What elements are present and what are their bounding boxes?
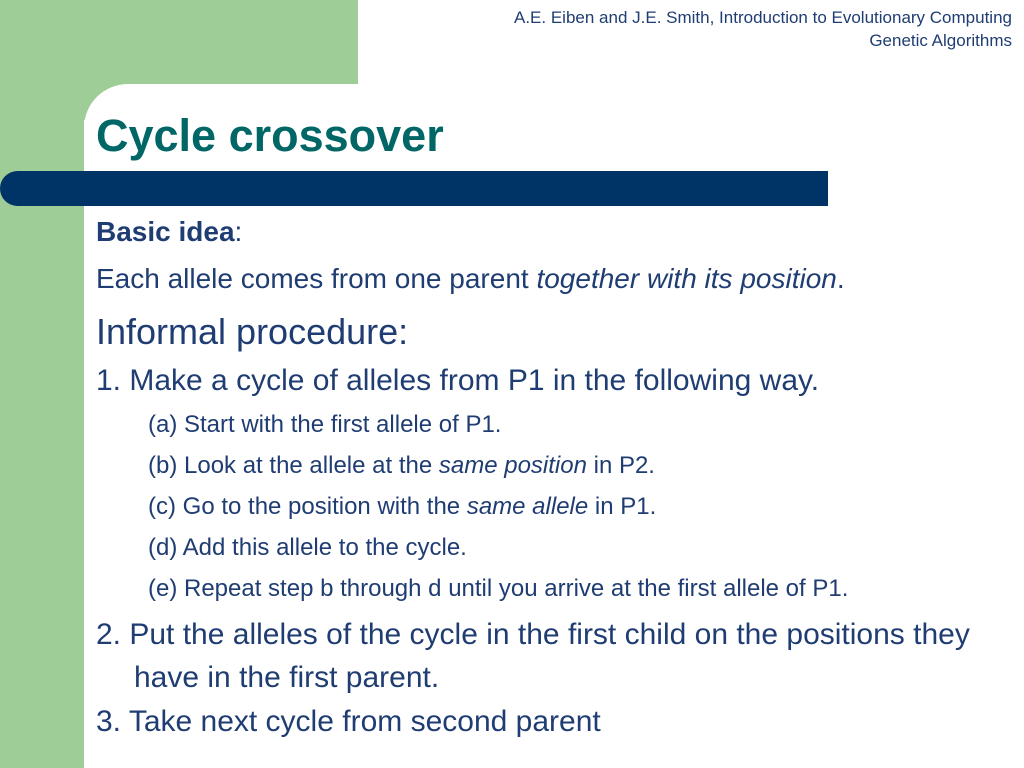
substep-d: (d) Add this allele to the cycle. [148, 534, 467, 561]
substep-b-emphasis: same position [438, 452, 587, 479]
informal-procedure-heading: Informal procedure: [96, 311, 409, 352]
basic-idea-heading [96, 210, 1020, 254]
basic-idea-text-start: Each allele comes from one parent [96, 263, 537, 294]
step-3: 3. Take next cycle from second parent [96, 705, 601, 738]
basic-idea-text-emphasis: together with its position [536, 263, 837, 294]
substep-b-start: (b) Look at the allele at the [148, 452, 439, 479]
header-book-title: A.E. Eiben and J.E. Smith, Introduction to Evolutionary Computing [514, 8, 1012, 27]
header-note [514, 6, 1012, 52]
substep-e: (e) Repeat step b through d until you arrive at the first allele of P1. [148, 575, 849, 602]
slide-body [96, 210, 1020, 745]
basic-idea-text [96, 254, 1020, 304]
substep-b [148, 445, 1020, 486]
step-1-substeps [148, 404, 1020, 609]
basic-idea-text-end: . [836, 263, 845, 294]
green-background-left [0, 0, 84, 768]
basic-idea-colon: : [234, 216, 243, 247]
substep-b-end: in P2. [586, 452, 655, 479]
slide-title: Cycle crossover [96, 110, 444, 161]
substep-c-start: (c) Go to the position with the [148, 493, 467, 520]
step-1: 1. Make a cycle of alleles from P1 in the following way. [96, 364, 820, 397]
basic-idea-label: Basic idea [96, 216, 235, 247]
substep-c-emphasis: same allele [466, 493, 589, 520]
title-underline-bar [0, 171, 828, 206]
header-chapter: Genetic Algorithms [869, 31, 1012, 50]
substep-c [148, 486, 1020, 527]
substep-a: (a) Start with the first allele of P1. [148, 411, 502, 438]
step-2: 2. Put the alleles of the cycle in the first child on the positions they have in the first parent. [96, 618, 970, 694]
substep-c-end: in P1. [588, 493, 657, 520]
